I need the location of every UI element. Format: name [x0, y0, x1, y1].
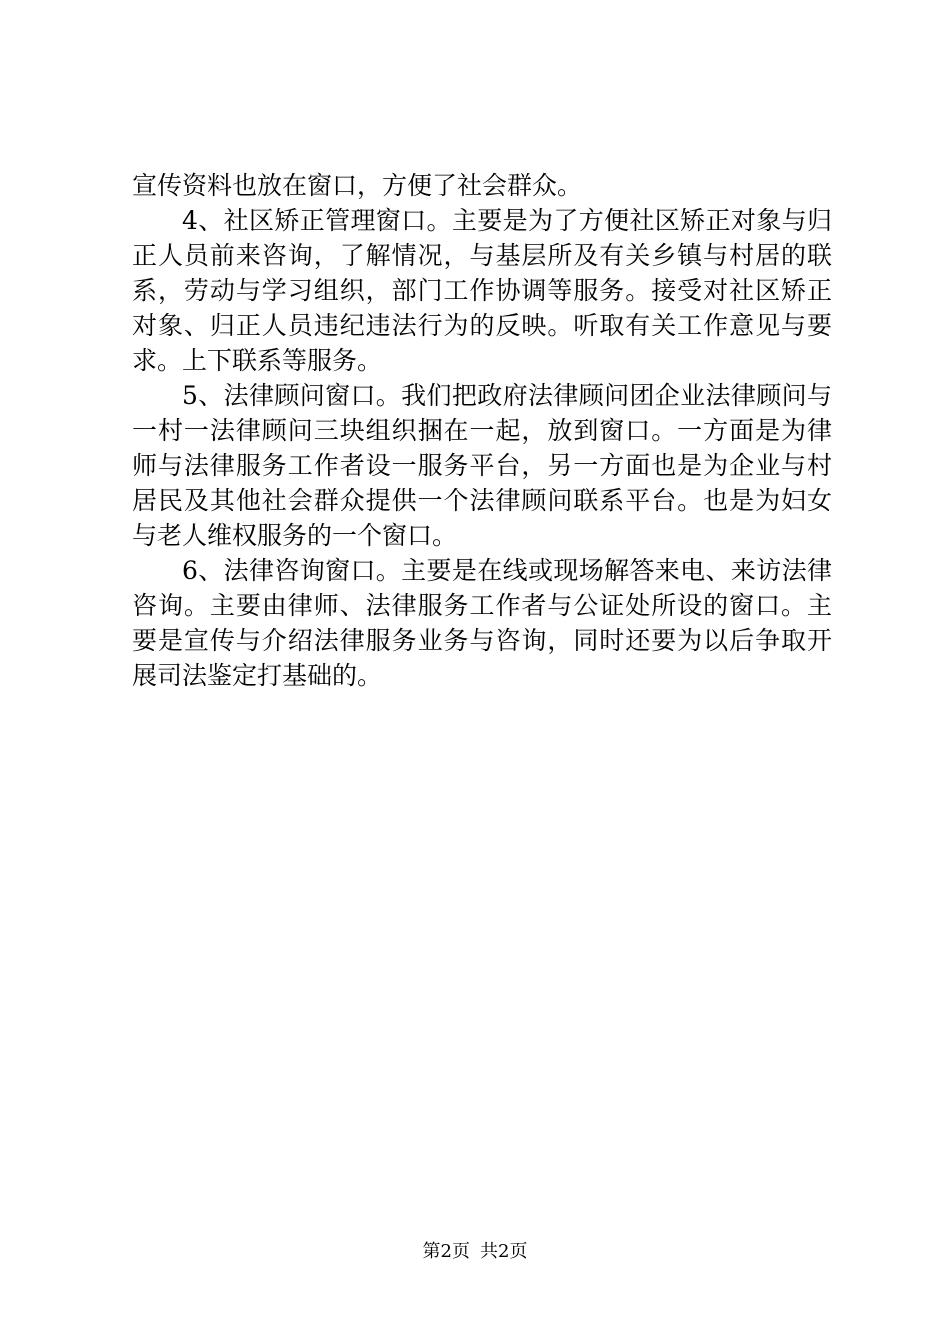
- text-line: 6、法律咨询窗口。主要是在线或现场解答来电、来访法律: [182, 556, 832, 585]
- text-line: 4、社区矫正管理窗口。主要是为了方便社区矫正对象与归: [182, 206, 832, 235]
- text-line: 宣传资料也放在窗口，方便了社会群众。: [132, 171, 583, 200]
- text-line: 要是宣传与介绍法律服务业务与咨询，同时还要为以后争取开: [132, 626, 832, 655]
- paragraph-4: [132, 553, 832, 693]
- page-footer: [0, 1240, 950, 1264]
- text-line: 咨询。主要由律师、法律服务工作者与公证处所设的窗口。主: [132, 591, 832, 620]
- text-line: 对象、归正人员违纪违法行为的反映。听取有关工作意见与要: [132, 311, 832, 340]
- text-line: 求。上下联系等服务。: [132, 346, 383, 375]
- text-line: 与老人维权服务的一个窗口。: [132, 521, 458, 550]
- text-line: 正人员前来咨询，了解情况，与基层所及有关乡镇与村居的联: [132, 241, 832, 270]
- text-line: 师与法律服务工作者设一服务平台，另一方面也是为企业与村: [132, 451, 832, 480]
- text-line: 一村一法律顾问三块组织捆在一起，放到窗口。一方面是为律: [132, 416, 832, 445]
- page-number: 第2页: [422, 1241, 470, 1262]
- text-line: 居民及其他社会群众提供一个法律顾问联系平台。也是为妇女: [132, 486, 832, 515]
- paragraph-2: [132, 203, 832, 378]
- text-line: 5、法律顾问窗口。我们把政府法律顾问团企业法律顾问与: [182, 381, 832, 410]
- document-body: [132, 168, 832, 693]
- text-line: 系，劳动与学习组织，部门工作协调等服务。接受对社区矫正: [132, 276, 832, 305]
- text-line: 展司法鉴定打基础的。: [132, 661, 383, 690]
- page-total: 共2页: [480, 1241, 528, 1262]
- paragraph-3: [132, 378, 832, 553]
- paragraph-1: [132, 168, 832, 203]
